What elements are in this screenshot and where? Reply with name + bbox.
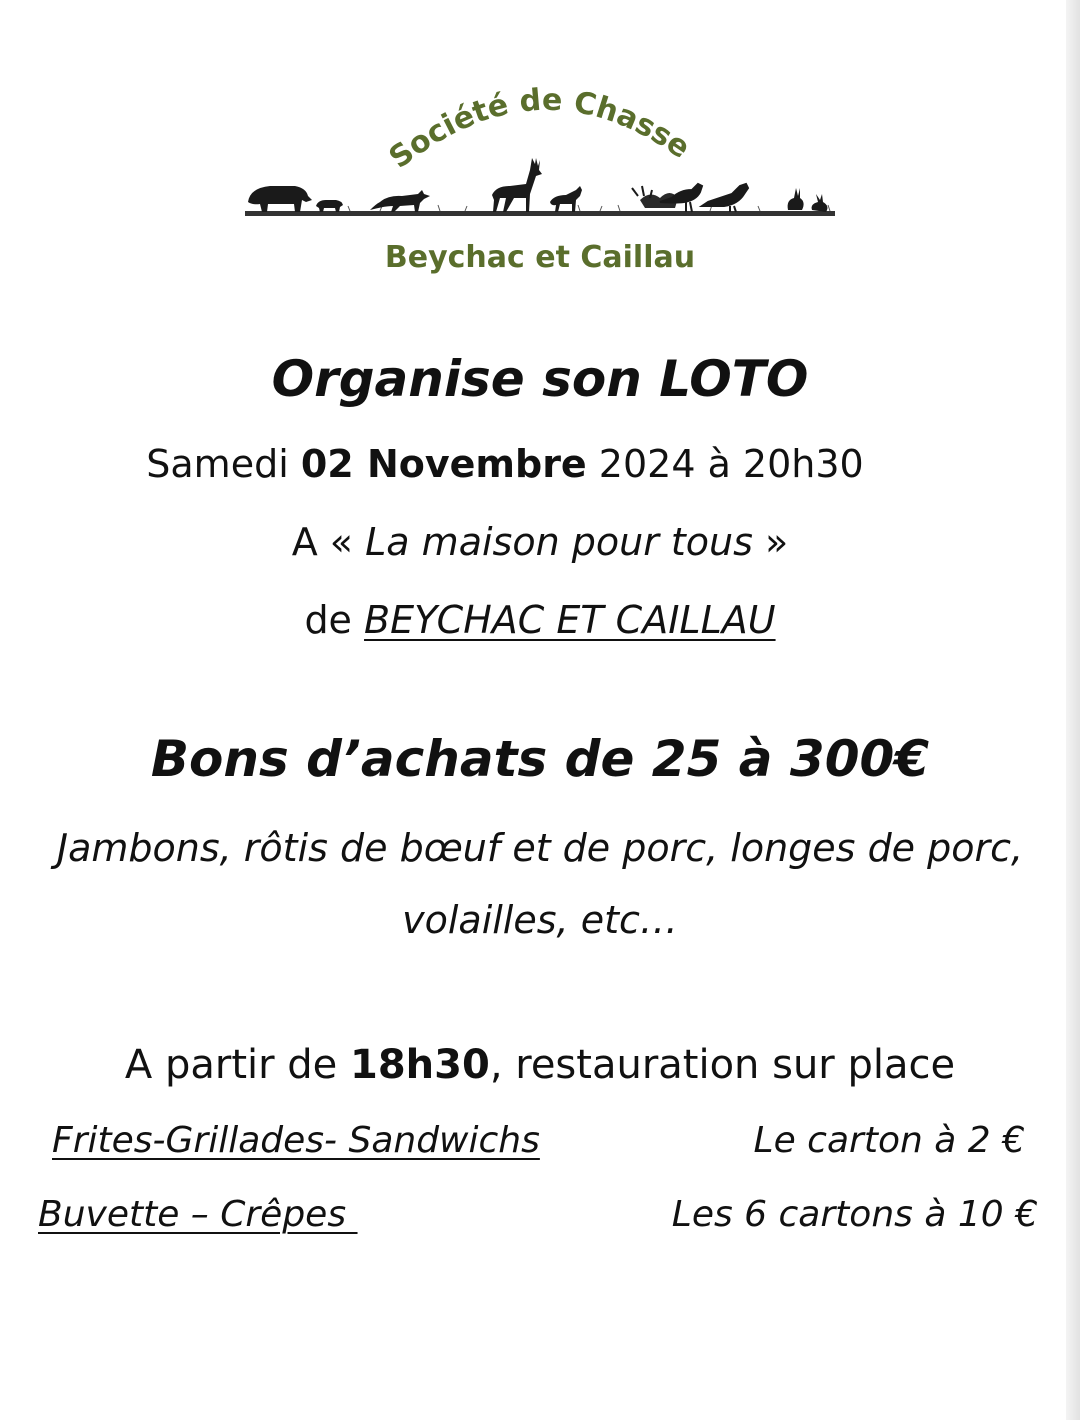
prize-items-line-1: Jambons, rôtis de bœuf et de porc, longes de porc, <box>56 826 1024 870</box>
date-suffix: 2024 à 20h30 <box>586 442 864 486</box>
event-date <box>0 442 1010 486</box>
food-items: Frites-Grillades- Sandwichs <box>52 1120 540 1161</box>
prize-items-line-2: volailles, etc… <box>402 898 678 942</box>
drinks-items: Buvette – Crêpes <box>38 1194 358 1235</box>
date-bold: 02 Novembre <box>300 442 587 486</box>
catering-time: 18h30 <box>350 1042 490 1088</box>
catering-suffix: , restauration sur place <box>489 1042 956 1088</box>
prizes-headline: Bons d’achats de 25 à 300€ <box>150 730 930 788</box>
price-single-card: Le carton à 2 € <box>753 1120 1025 1161</box>
town-name: BEYCHAC ET CAILLAU <box>364 598 776 642</box>
venue-prefix: A « <box>291 520 366 564</box>
date-prefix: Samedi <box>146 442 301 486</box>
wildlife-silhouettes-icon <box>240 150 840 225</box>
catering-prefix: A partir de <box>124 1042 351 1088</box>
event-title: Organise son LOTO <box>271 350 809 408</box>
venue-name: La maison pour tous <box>365 520 753 564</box>
logo-top-text: Société de Chasse <box>382 82 697 176</box>
venue-suffix: » <box>752 520 789 564</box>
town-prefix: de <box>304 598 365 642</box>
event-town <box>0 598 1080 642</box>
page-edge <box>1066 0 1080 1420</box>
event-venue <box>0 520 1080 564</box>
catering-info <box>0 1042 1080 1088</box>
logo-bottom-text: Beychac et Caillau <box>384 240 696 275</box>
price-six-cards: Les 6 cartons à 10 € <box>671 1194 1038 1235</box>
